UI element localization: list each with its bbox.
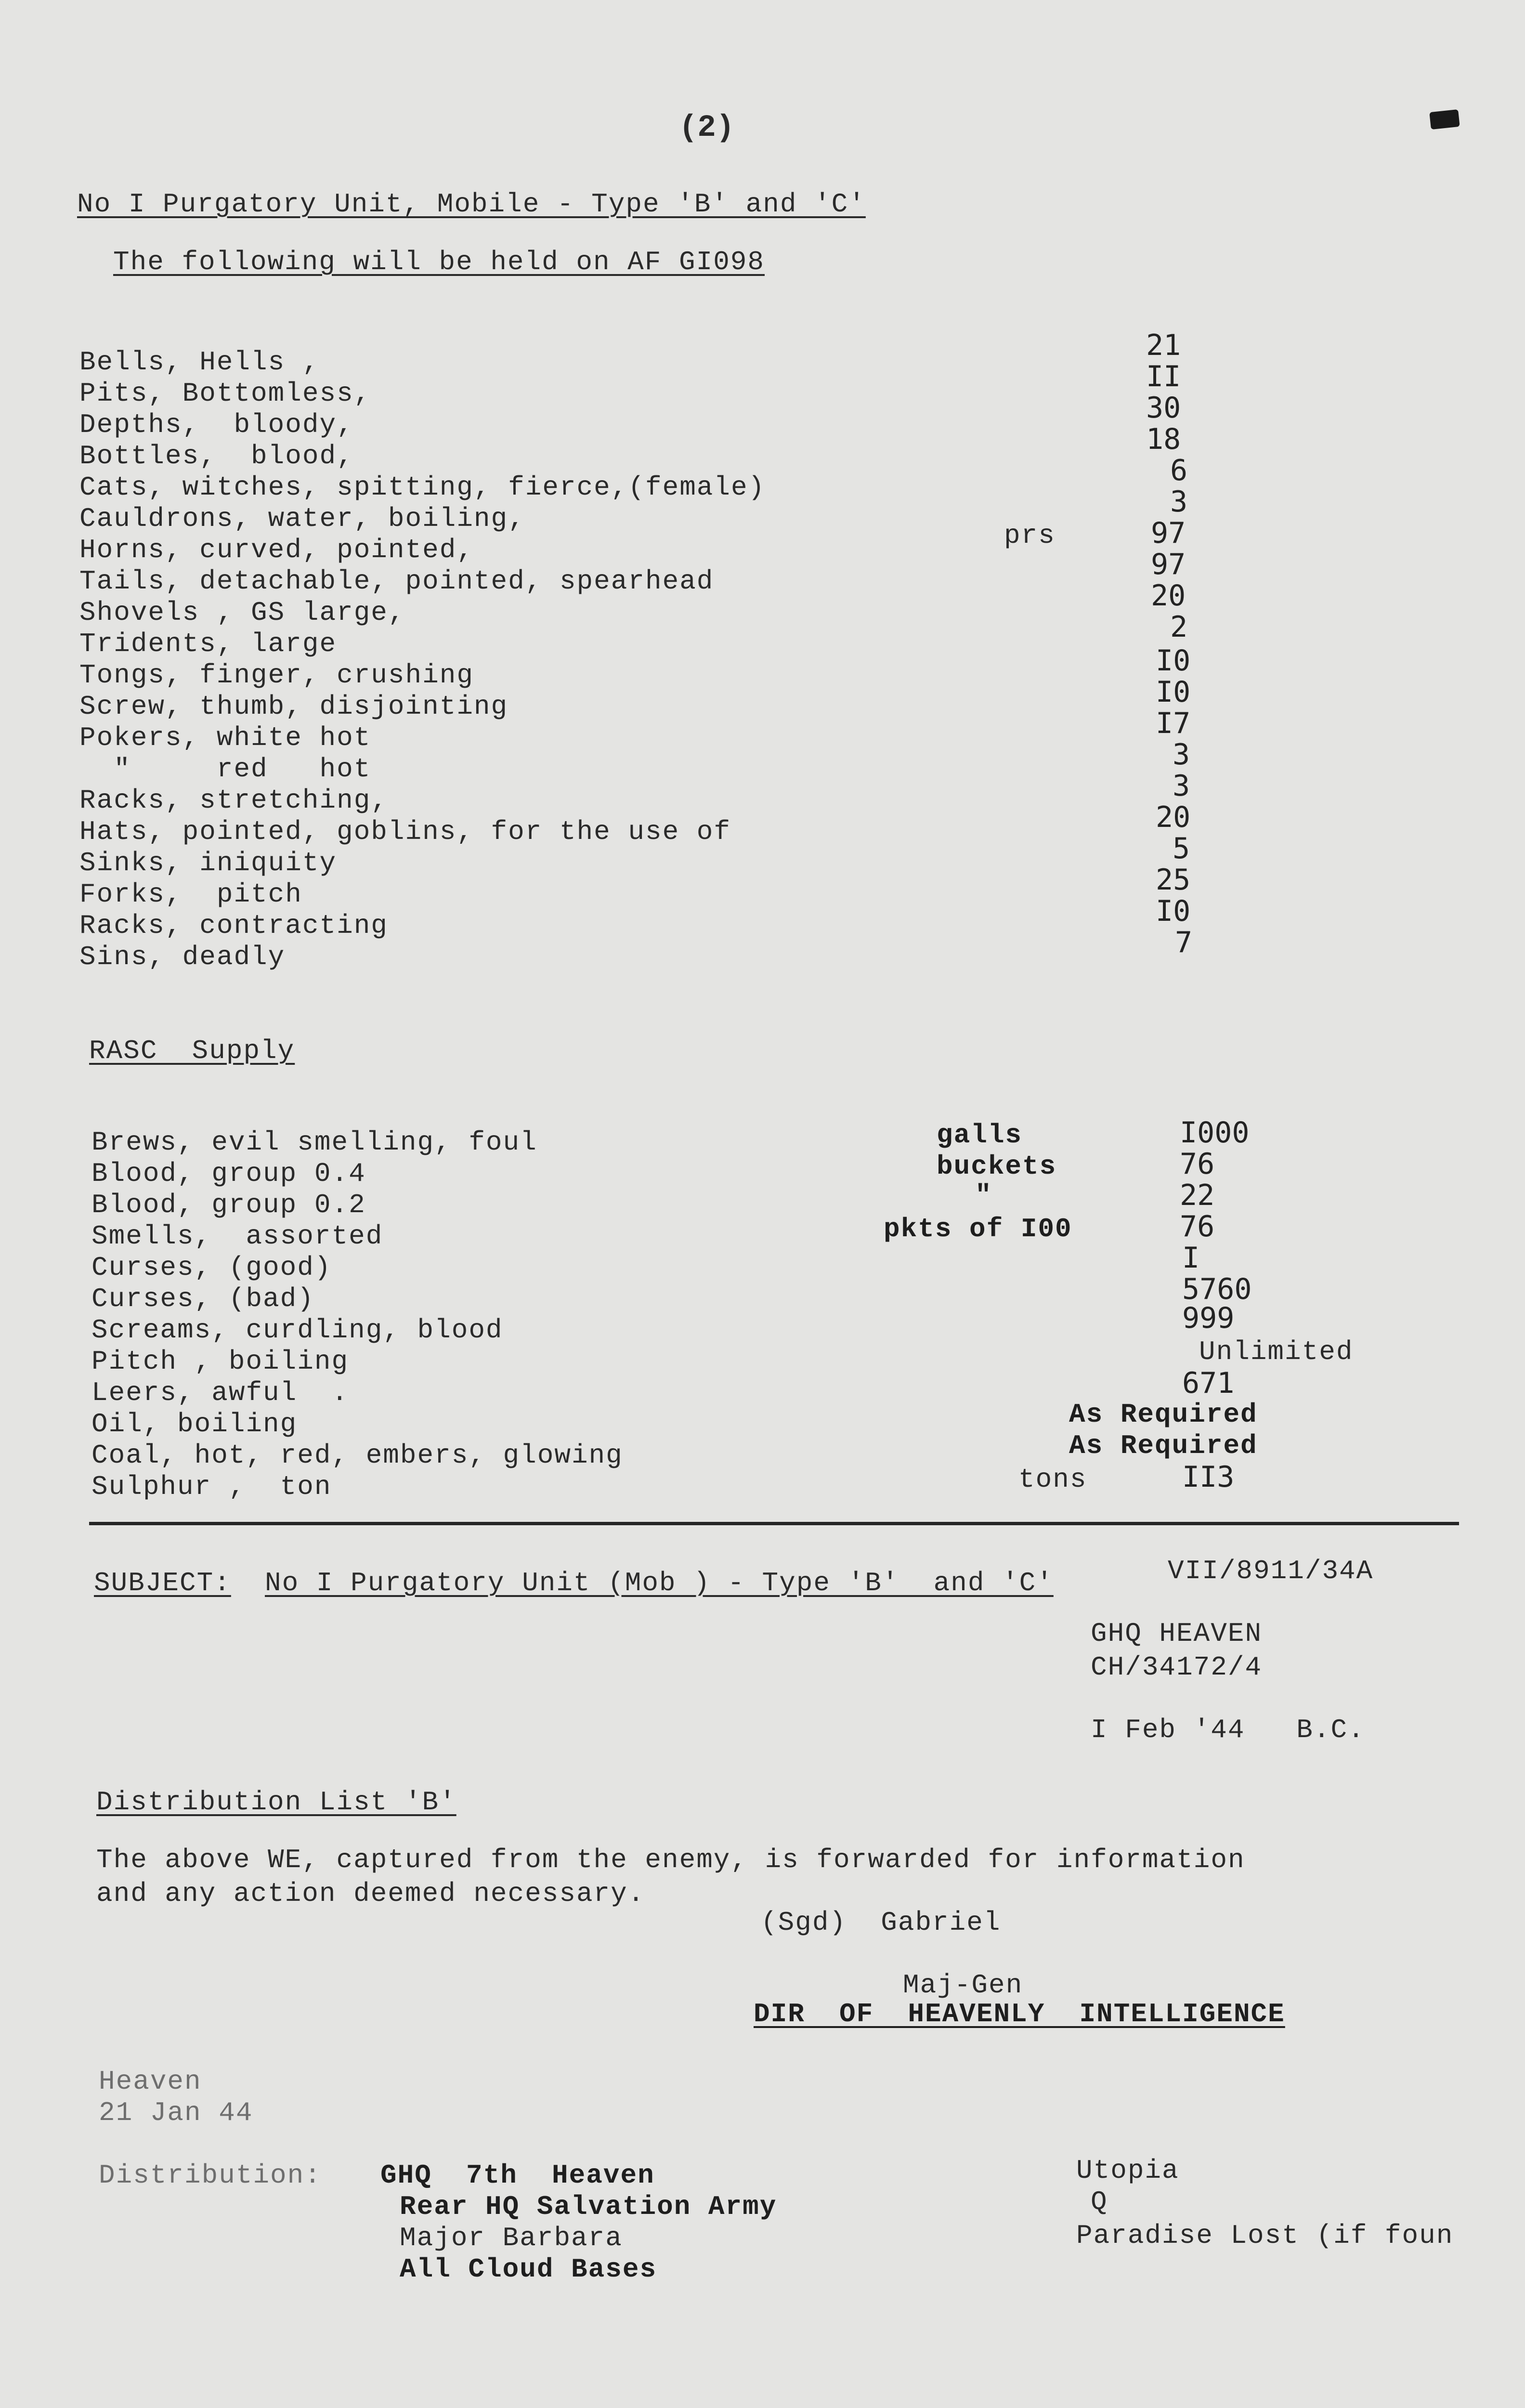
rasc-supply-heading: RASC Supply [89,1035,295,1066]
ghq-heaven: GHQ HEAVEN [1091,1618,1263,1649]
supply-unit: pkts of I00 [884,1214,1072,1244]
equipment-qty: 3 [1173,738,1190,772]
equipment-item: Tridents, large [79,628,337,659]
equipment-item: Depths, bloody, [79,409,354,440]
origin-place: Heaven [99,2066,202,2097]
equipment-qty: 3 [1170,485,1188,519]
equipment-item: Hats, pointed, goblins, for the use of [79,816,731,847]
equipment-qty: 5 [1173,832,1190,865]
equipment-item: Tongs, finger, crushing [79,660,474,691]
signed-by: (Sgd) Gabriel [761,1907,1001,1938]
supply-qty: 76 [1180,1147,1215,1181]
supply-qty: 671 [1182,1366,1235,1400]
supply-item: Blood, group 0.4 [91,1158,366,1189]
document-subtitle: The following will be held on AF GI098 [113,247,765,277]
supply-unit: galls [937,1120,1023,1151]
separator-rule [89,1522,1459,1525]
equipment-qty: I0 [1156,675,1191,709]
recipient: All Cloud Bases [400,2254,657,2285]
subject-label: SUBJECT: [94,1568,231,1598]
origin-date: 21 Jan 44 [99,2097,253,2128]
supply-qty: 999 [1182,1301,1235,1335]
equipment-qty: 2 [1170,610,1188,644]
equipment-item: Horns, curved, pointed, [79,535,474,565]
equipment-qty: 25 [1156,863,1191,897]
equipment-qty: 7 [1175,926,1193,959]
page-number: (2) [679,111,735,145]
equipment-qty: 18 [1146,422,1181,456]
supply-item: Screams, curdling, blood [91,1315,503,1346]
equipment-qty: 3 [1173,769,1190,803]
signatory-rank: Maj-Gen [903,1970,1023,2001]
equipment-qty: 97 [1151,516,1186,550]
recipient: Utopia [1076,2155,1179,2186]
supply-qty: I000 [1180,1116,1250,1150]
ch-reference: CH/34172/4 [1091,1652,1263,1683]
supply-qty: As Required [1069,1430,1258,1461]
signatory-title: DIR OF HEAVENLY INTELLIGENCE [754,1999,1285,2029]
supply-item: Coal, hot, red, embers, glowing [91,1440,623,1471]
supply-qty: 5760 [1182,1272,1252,1306]
ink-blot [1429,109,1460,130]
supply-unit: tons [1018,1464,1087,1495]
supply-item: Brews, evil smelling, foul [91,1127,537,1158]
supply-item: Leers, awful . [91,1377,349,1408]
equipment-item: Sinks, iniquity [79,848,337,878]
equipment-item: Forks, pitch [79,879,302,910]
equipment-item: Pokers, white hot [79,722,371,753]
supply-qty: 22 [1180,1178,1215,1212]
supply-item: Curses, (good) [91,1252,332,1283]
equipment-item: Tails, detachable, pointed, spearhead [79,566,714,597]
supply-qty: As Required [1069,1399,1258,1430]
supply-qty: 76 [1180,1210,1215,1243]
supply-item: Pitch , boiling [91,1346,349,1377]
supply-qty: Unlimited [1199,1336,1354,1367]
equipment-item: " red hot [79,754,371,785]
equipment-item: Racks, stretching, [79,785,388,816]
equipment-item: Cats, witches, spitting, fierce,(female) [79,472,766,503]
equipment-item: Shovels , GS large, [79,597,405,628]
equipment-item: Cauldrons, water, boiling, [79,503,525,534]
supply-item: Blood, group 0.2 [91,1190,366,1220]
equipment-item: Bells, Hells , [79,347,320,378]
distribution-label: Distribution: [99,2160,322,2191]
supply-item: Smells, assorted [91,1221,383,1252]
supply-qty: II3 [1182,1460,1235,1494]
supply-item: Curses, (bad) [91,1283,314,1314]
supply-qty: I [1182,1241,1200,1275]
reference-number: VII/8911/34A [1168,1556,1374,1586]
equipment-item: Bottles, blood, [79,441,354,471]
recipient: GHQ 7th Heaven [380,2160,655,2191]
supply-unit: buckets [937,1151,1057,1182]
equipment-qty: 21 [1146,328,1181,362]
equipment-qty: I0 [1156,644,1191,678]
recipient: Paradise Lost (if foun [1076,2220,1454,2251]
supply-item: Oil, boiling [91,1409,298,1440]
equipment-qty: I0 [1156,894,1191,928]
document-title: No I Purgatory Unit, Mobile - Type 'B' and 'C' [77,189,866,220]
body-text-line: The above WE, captured from the enemy, is forwarded for information [96,1845,1245,1875]
body-text-line: and any action deemed necessary. [96,1878,645,1909]
supply-unit: " [975,1180,992,1211]
distribution-list-heading: Distribution List 'B' [96,1787,456,1818]
subject-text: No I Purgatory Unit (Mob ) - Type 'B' and 'C' [265,1568,1054,1598]
equipment-qty: 6 [1170,454,1188,487]
equipment-qty: 20 [1156,800,1191,834]
document-date: I Feb '44 B.C. [1091,1714,1365,1745]
equipment-qty: II [1146,360,1181,393]
recipient: Major Barbara [400,2223,623,2253]
recipient: Rear HQ Salvation Army [400,2191,777,2222]
equipment-item: Screw, thumb, disjointing [79,691,508,722]
equipment-item: Sins, deadly [79,942,286,972]
supply-item: Sulphur , ton [91,1471,332,1502]
equipment-unit-prs: prs [1004,520,1056,551]
equipment-item: Racks, contracting [79,910,388,941]
equipment-qty: 30 [1146,391,1181,425]
equipment-qty: 20 [1151,579,1186,613]
equipment-item: Pits, Bottomless, [79,378,371,409]
recipient: Q [1091,2186,1108,2217]
equipment-qty: I7 [1156,707,1191,740]
equipment-qty: 97 [1151,548,1186,581]
